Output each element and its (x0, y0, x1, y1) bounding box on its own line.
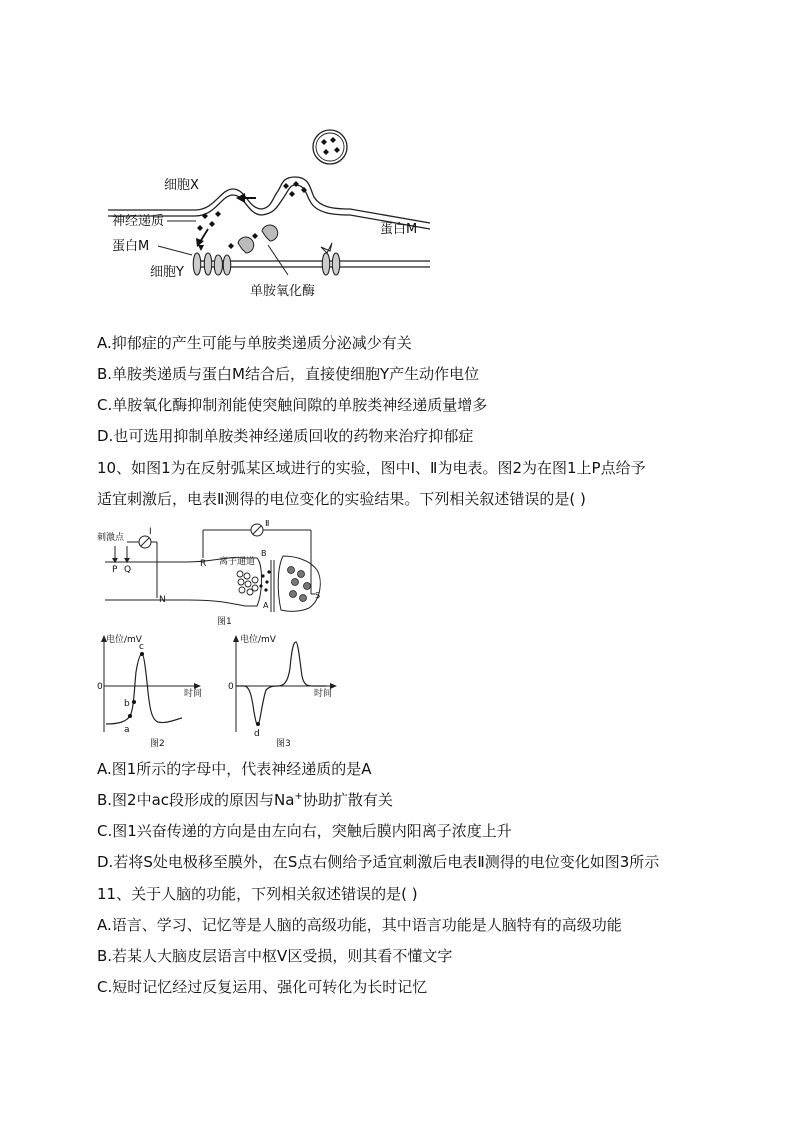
q10-option-b-sup: + (294, 791, 303, 802)
fig1-q-label: Q (124, 565, 132, 575)
fig2-caption: 图2 (150, 739, 165, 749)
fig1-channel-label: 离子通道 (219, 557, 256, 567)
fig2-xlabel: 时间 (184, 689, 203, 699)
cell-y-label: 细胞Y (150, 265, 184, 280)
fig2-ylabel: 电位/mV (106, 635, 142, 645)
q10-option-a: A.图1所示的字母中，代表神经递质的是A (97, 760, 372, 778)
q10-stem-line1: 10、如图1为在反射弧某区域进行的实验，图中Ⅰ、Ⅱ为电表。图2为在图1上P点给予 (97, 459, 646, 477)
protein-m-receptor (193, 253, 201, 275)
fig1-s-label: S (315, 591, 321, 600)
fig2-curve (106, 654, 182, 724)
fig1-stim-label: 刺激点 (97, 533, 125, 543)
cell-x-label: 细胞X (164, 178, 199, 193)
q10-option-b-text: B.图2中ac段形成的原因与Na (97, 791, 295, 809)
q10-option-d: D.若将S处电极移至膜外，在S点右侧给予适宜刺激后电表Ⅱ测得的电位变化如图3所示 (97, 853, 660, 871)
fig2-point-b (132, 700, 136, 704)
fig1-a-label: A (263, 601, 269, 610)
q11-option-c: C.短时记忆经过反复运用、强化可转化为长时记忆 (97, 978, 428, 996)
figure2-potential-chart (88, 632, 208, 750)
mao-label: 单胺氧化酶 (250, 284, 316, 299)
fig3-zero: 0 (228, 682, 234, 692)
q11-stem: 11、关于人脑的功能，下列相关叙述错误的是( ) (97, 885, 418, 903)
q10-option-c: C.图1兴奋传递的方向是由左向右，突触后膜内阳离子浓度上升 (97, 822, 512, 840)
fig2-label-c: c (139, 642, 144, 652)
synapse-diagram (100, 125, 440, 305)
q10-option-b-tail: 协助扩散有关 (302, 791, 393, 809)
fig1-caption: 图1 (217, 617, 232, 627)
q9-option-c: C.单胺氧化酶抑制剂能使突触间隙的单胺类神经递质量增多 (97, 396, 488, 414)
fig3-label-d: d (254, 729, 260, 739)
q10-option-b (97, 790, 393, 810)
fig1-meter2-label: Ⅱ (265, 520, 270, 529)
synaptic-vesicle (313, 130, 347, 164)
figure3-potential-chart (222, 632, 347, 750)
mao-enzyme (238, 237, 254, 253)
protein-m-label-right: 蛋白M (380, 222, 418, 237)
fig3-caption: 图3 (276, 739, 291, 749)
fig2-label-a: a (124, 725, 130, 735)
fig1-p-label: P (112, 565, 118, 575)
fig3-curve (236, 642, 326, 724)
protein-m-label-left: 蛋白M (112, 239, 150, 254)
fig1-n-label: N (159, 595, 166, 605)
q11-option-a: A.语言、学习、记忆等是人脑的高级功能，其中语言功能是人脑特有的高级功能 (97, 916, 622, 934)
fig3-xlabel: 时间 (314, 689, 333, 699)
neurotransmitter-label: 神经递质 (112, 214, 165, 229)
fig1-b-label: B (261, 549, 267, 558)
fig2-point-c (140, 652, 144, 656)
figure1-reflex-arc (95, 520, 335, 632)
fig2-point-a (128, 714, 132, 718)
fig1-r-label: R (200, 559, 207, 569)
q10-stem-line2: 适宜刺激后，电表Ⅱ测得的电位变化的实验结果。下列相关叙述错误的是( ) (97, 490, 586, 508)
fig3-point-d (256, 722, 260, 726)
q11-option-b: B.若某人大脑皮层语言中枢V区受损，则其看不懂文字 (97, 947, 453, 965)
q9-option-d: D.也可选用抑制单胺类神经递质回收的药物来治疗抑郁症 (97, 427, 474, 445)
fig1-meter1-label: Ⅰ (149, 527, 152, 537)
q9-option-a: A.抑郁症的产生可能与单胺类递质分泌减少有关 (97, 334, 412, 352)
fig2-label-b: b (124, 699, 130, 709)
q9-option-b: B.单胺类递质与蛋白M结合后，直接使细胞Y产生动作电位 (97, 365, 480, 383)
fig3-ylabel: 电位/mV (240, 635, 276, 645)
fig2-zero: 0 (97, 682, 103, 692)
